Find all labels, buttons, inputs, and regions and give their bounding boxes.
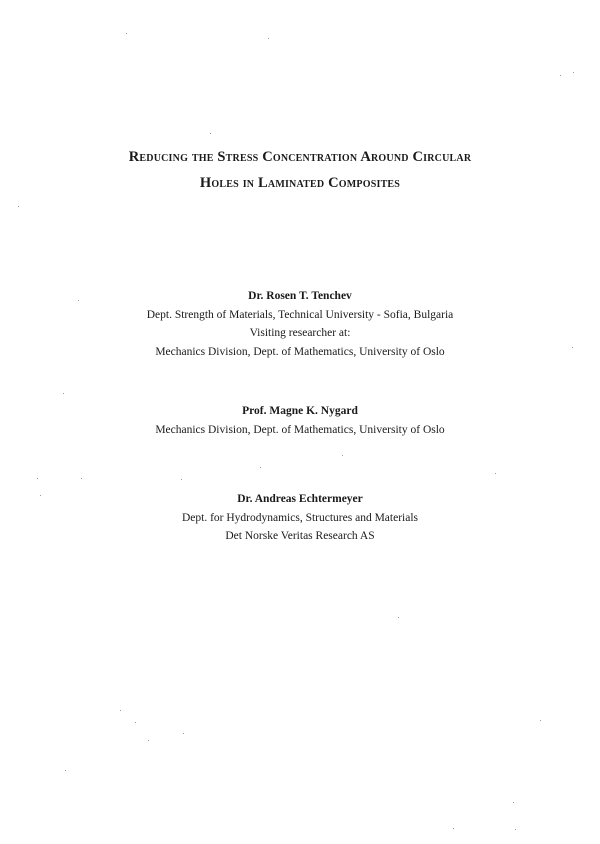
- scan-speck: [135, 722, 136, 723]
- scan-speck: [260, 467, 261, 468]
- scan-speck: [81, 478, 82, 479]
- scan-speck: [210, 133, 211, 134]
- scan-speck: [513, 802, 514, 803]
- author-affiliation: Mechanics Division, Dept. of Mathematics, University of Oslo: [155, 423, 445, 436]
- author-affiliation: Dept. for Hydrodynamics, Structures and Materials: [181, 511, 418, 524]
- scan-speck: [183, 733, 184, 734]
- scan-speck: [181, 479, 182, 480]
- scan-speck: [268, 38, 269, 39]
- scan-speck: [495, 473, 496, 474]
- scan-speck: [37, 478, 38, 479]
- paper-title-line-1: Reducing the Stress Concentration Around Circular: [128, 149, 472, 165]
- author-block-tenchev: [0, 287, 600, 361]
- scan-speck: [342, 455, 343, 456]
- scan-speck: [398, 617, 399, 618]
- author-name: Dr. Andreas Echtermeyer: [237, 493, 363, 505]
- author-affiliation: Mechanics Division, Dept. of Mathematics, University of Oslo: [155, 345, 445, 358]
- author-affiliation: Det Norske Veritas Research AS: [225, 530, 375, 542]
- scan-speck: [78, 300, 79, 301]
- scan-speck: [18, 206, 19, 207]
- scan-speck: [540, 720, 541, 721]
- author-block-echtermeyer: [0, 490, 600, 546]
- author-affiliation: Dept. Strength of Materials, Technical University - Sofia, Bulgaria: [146, 308, 454, 321]
- scan-speck: [126, 33, 127, 34]
- author-block-nygard: [0, 402, 600, 439]
- scan-speck: [120, 710, 121, 711]
- scan-speck: [515, 829, 516, 830]
- author-affiliation: Visiting researcher at:: [249, 327, 351, 339]
- scan-speck: [65, 770, 66, 771]
- scan-speck: [573, 72, 574, 73]
- author-name: Dr. Rosen T. Tenchev: [248, 290, 352, 302]
- paper-title-line-2: Holes in Laminated Composites: [199, 175, 401, 191]
- scan-speck: [40, 495, 41, 496]
- scan-speck: [148, 740, 149, 741]
- author-name: Prof. Magne K. Nygard: [242, 405, 358, 417]
- scan-speck: [63, 393, 64, 394]
- scan-speck: [560, 75, 561, 76]
- scan-speck: [453, 828, 454, 829]
- scan-speck: [572, 347, 573, 348]
